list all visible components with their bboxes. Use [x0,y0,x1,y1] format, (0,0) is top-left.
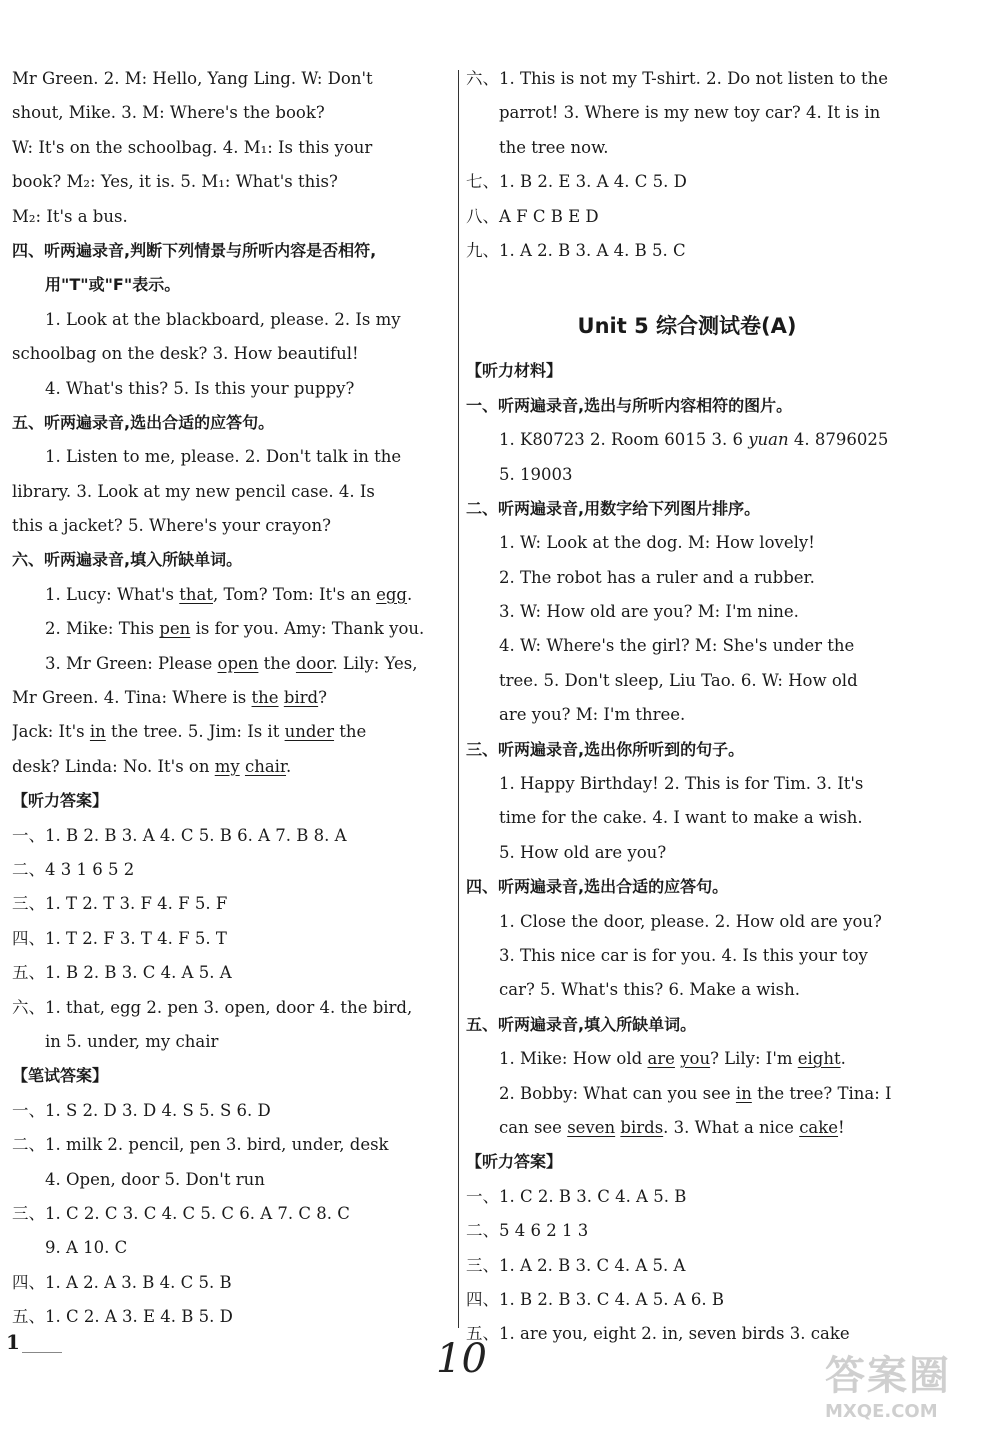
text-segment: the tree. 5. Jim: Is it [105,722,285,742]
text-line: 七、1. B 2. E 3. A 4. C 5. D [466,172,687,192]
text-line: in 5. under, my chair [45,1031,219,1051]
text-line: 1. Look at the blackboard, please. 2. Is my [45,309,401,329]
underlined-word: are [647,1049,675,1069]
text-line: 5. 19003 [499,464,573,484]
text-segment: , Tom? Tom: It's an [212,584,377,604]
text-line [466,1077,908,1111]
text-line: 四、听两遍录音,选出合适的应答句。 [466,877,729,897]
text-segment: 2. Bobby: What can you see [499,1083,736,1103]
text-line [12,681,452,715]
handwritten-number: 10 [436,1336,487,1382]
text-line: 【听力答案】 [466,1152,563,1172]
text-line: 1. W: Look at the dog. M: How lovely! [499,533,815,553]
text-line: 二、1. milk 2. pencil, pen 3. bird, under, desk [12,1135,389,1155]
underlined-word: cake [799,1117,839,1137]
text-line: 1. Listen to me, please. 2. Don't talk in the [45,447,402,467]
text-line: 3. This nice car is for you. 4. Is this your toy [499,945,868,965]
text-line [12,715,452,749]
text-line: 9. A 10. C [45,1238,128,1258]
text-segment: yuan [748,430,789,450]
text-line: schoolbag on the desk? 3. How beautiful! [12,344,359,364]
text-line: 五、1. are you, eight 2. in, seven birds 3. cake [466,1324,850,1344]
text-segment: desk? Linda: No. It's on [12,756,215,776]
underlined-word: open [217,653,259,673]
text-line: 四、1. T 2. F 3. T 4. F 5. T [12,928,227,948]
text-line: 六、1. that, egg 2. pen 3. open, door 4. the bird, [12,997,413,1017]
text-segment: 4. 8796025 [788,430,889,450]
text-line [466,423,908,457]
text-segment: 1. K80723 2. Room 6015 3. 6 [499,430,749,450]
underlined-word: birds [620,1117,664,1137]
underlined-word: bird [283,688,319,708]
underlined-word: the [251,688,279,708]
underlined-word: my [214,756,240,776]
page-number-rule [22,1352,62,1353]
watermark-site: MXQE.COM [825,1401,938,1422]
text-line [466,1111,908,1145]
text-segment: . Lily: Yes, [332,653,418,673]
underlined-word: eight [797,1049,841,1069]
text-line: 三、1. C 2. C 3. C 4. C 5. C 6. A 7. C 8. C [12,1203,350,1223]
unit-title: Unit 5 综合测试卷(A) [577,314,797,339]
underlined-word: chair [244,756,287,776]
text-line: 四、1. A 2. A 3. B 4. C 5. B [12,1272,232,1292]
text-line: 2. The robot has a ruler and a rubber. [499,567,815,587]
right-top-section [466,62,908,268]
text-line: 5. How old are you? [499,842,667,862]
text-line [12,750,452,784]
text-segment: the [258,653,296,673]
text-line: 三、听两遍录音,选出你所听到的句子。 [466,739,745,759]
text-line: 一、1. S 2. D 3. D 4. S 5. S 6. D [12,1100,271,1120]
text-line: car? 5. What's this? 6. Make a wish. [499,980,800,1000]
text-line: 二、4 3 1 6 5 2 [12,859,135,879]
text-segment: Jack: It's [12,722,90,742]
right-bottom-section [466,354,908,1351]
text-line: 三、1. T 2. T 3. F 4. F 5. F [12,894,228,914]
text-line: 4. What's this? 5. Is this your puppy? [45,378,355,398]
underlined-word: seven [567,1117,616,1137]
text-line: this a jacket? 5. Where's your crayon? [12,516,331,536]
text-segment: the [334,722,367,742]
text-line: 1. Close the door, please. 2. How old are you? [499,911,882,931]
text-line: 九、1. A 2. B 3. A 4. B 5. C [466,240,686,260]
text-line: 五、听两遍录音,选出合适的应答句。 [12,412,275,432]
text-line: 1. Happy Birthday! 2. This is for Tim. 3. It's [499,774,864,794]
text-line: 五、1. C 2. A 3. E 4. B 5. D [12,1307,233,1327]
text-segment: 1. Lucy: What's [45,584,180,604]
text-segment: . 3. What a nice [663,1117,800,1137]
text-line: 一、1. C 2. B 3. C 4. A 5. B [466,1186,687,1206]
text-line: 二、5 4 6 2 1 3 [466,1221,589,1241]
text-line: time for the cake. 4. I want to make a wish. [499,808,863,828]
text-line: 四、听两遍录音,判断下列情景与所听内容是否相符, [12,240,377,260]
text-line: 三、1. A 2. B 3. C 4. A 5. A [466,1255,686,1275]
text-segment: can see [499,1117,568,1137]
text-line [12,578,452,612]
underlined-word: door [295,653,333,673]
text-line: 六、1. This is not my T-shirt. 2. Do not listen to the [466,69,889,88]
text-line: 五、听两遍录音,填入所缺单词。 [466,1014,697,1034]
text-line: 4. W: Where's the girl? M: She's under the [499,636,855,656]
text-line: 3. W: How old are you? M: I'm nine. [499,602,799,622]
underlined-word: pen [159,619,191,639]
text-segment: ? [318,688,327,708]
text-line: 五、1. B 2. B 3. C 4. A 5. A [12,963,232,983]
text-line [466,1042,908,1076]
text-line: M₂: It's a bus. [12,206,128,226]
watermark [825,1344,995,1434]
text-line: 【听力材料】 [466,361,563,381]
text-line: library. 3. Look at my new pencil case. 4. Is [12,481,375,501]
text-line: 六、听两遍录音,填入所缺单词。 [12,550,243,570]
underlined-word: egg [376,584,407,604]
text-segment: is for you. Amy: Thank you. [190,619,425,639]
text-line: 二、听两遍录音,用数字给下列图片排序。 [466,498,761,518]
text-line: 用"T"或"F"表示。 [45,275,181,295]
text-line: 4. Open, door 5. Don't run [45,1169,265,1189]
text-segment: the tree? Tina: I [751,1083,892,1103]
text-line: 【听力答案】 [12,791,109,811]
text-line: are you? M: I'm three. [499,705,686,725]
text-line: Mr Green. 2. M: Hello, Yang Ling. W: Don't [12,69,373,88]
text-line: 四、1. B 2. B 3. C 4. A 5. A 6. B [466,1289,724,1309]
text-line: parrot! 3. Where is my new toy car? 4. It is in [499,103,881,123]
left-column [12,62,452,1334]
text-line: W: It's on the schoolbag. 4. M₁: Is this your [12,137,373,157]
column-divider [458,70,459,1328]
text-segment: 3. Mr Green: Please [45,653,218,673]
text-segment: ! [838,1117,845,1137]
text-line: 【笔试答案】 [12,1066,109,1086]
text-segment: . [286,756,292,776]
underlined-word: in [89,722,106,742]
underlined-word: you [680,1049,711,1069]
underlined-word: that [179,584,213,604]
text-segment: ? Lily: I'm [710,1049,798,1069]
text-line: shout, Mike. 3. M: Where's the book? [12,103,325,123]
text-line: the tree now. [499,137,609,157]
right-column [466,62,908,1352]
page-number: 1 [6,1330,20,1354]
underlined-word: under [284,722,335,742]
text-line: tree. 5. Don't sleep, Liu Tao. 6. W: How old [499,670,858,690]
text-segment: 2. Mike: This [45,619,160,639]
text-segment: Mr Green. 4. Tina: Where is [12,688,252,708]
underlined-word: in [735,1083,752,1103]
text-line: 一、听两遍录音,选出与所听内容相符的图片。 [466,395,793,415]
text-line [12,647,452,681]
text-line [12,612,452,646]
watermark-logo: 答案圈 [825,1353,951,1399]
text-segment: . [840,1049,846,1069]
text-line: 一、1. B 2. B 3. A 4. C 5. B 6. A 7. B 8. A [12,825,347,845]
text-line: 八、A F C B E D [466,206,599,226]
text-segment: 1. Mike: How old [499,1049,648,1069]
text-segment: . [406,584,413,604]
text-line: book? M₂: Yes, it is. 5. M₁: What's this? [12,172,338,192]
